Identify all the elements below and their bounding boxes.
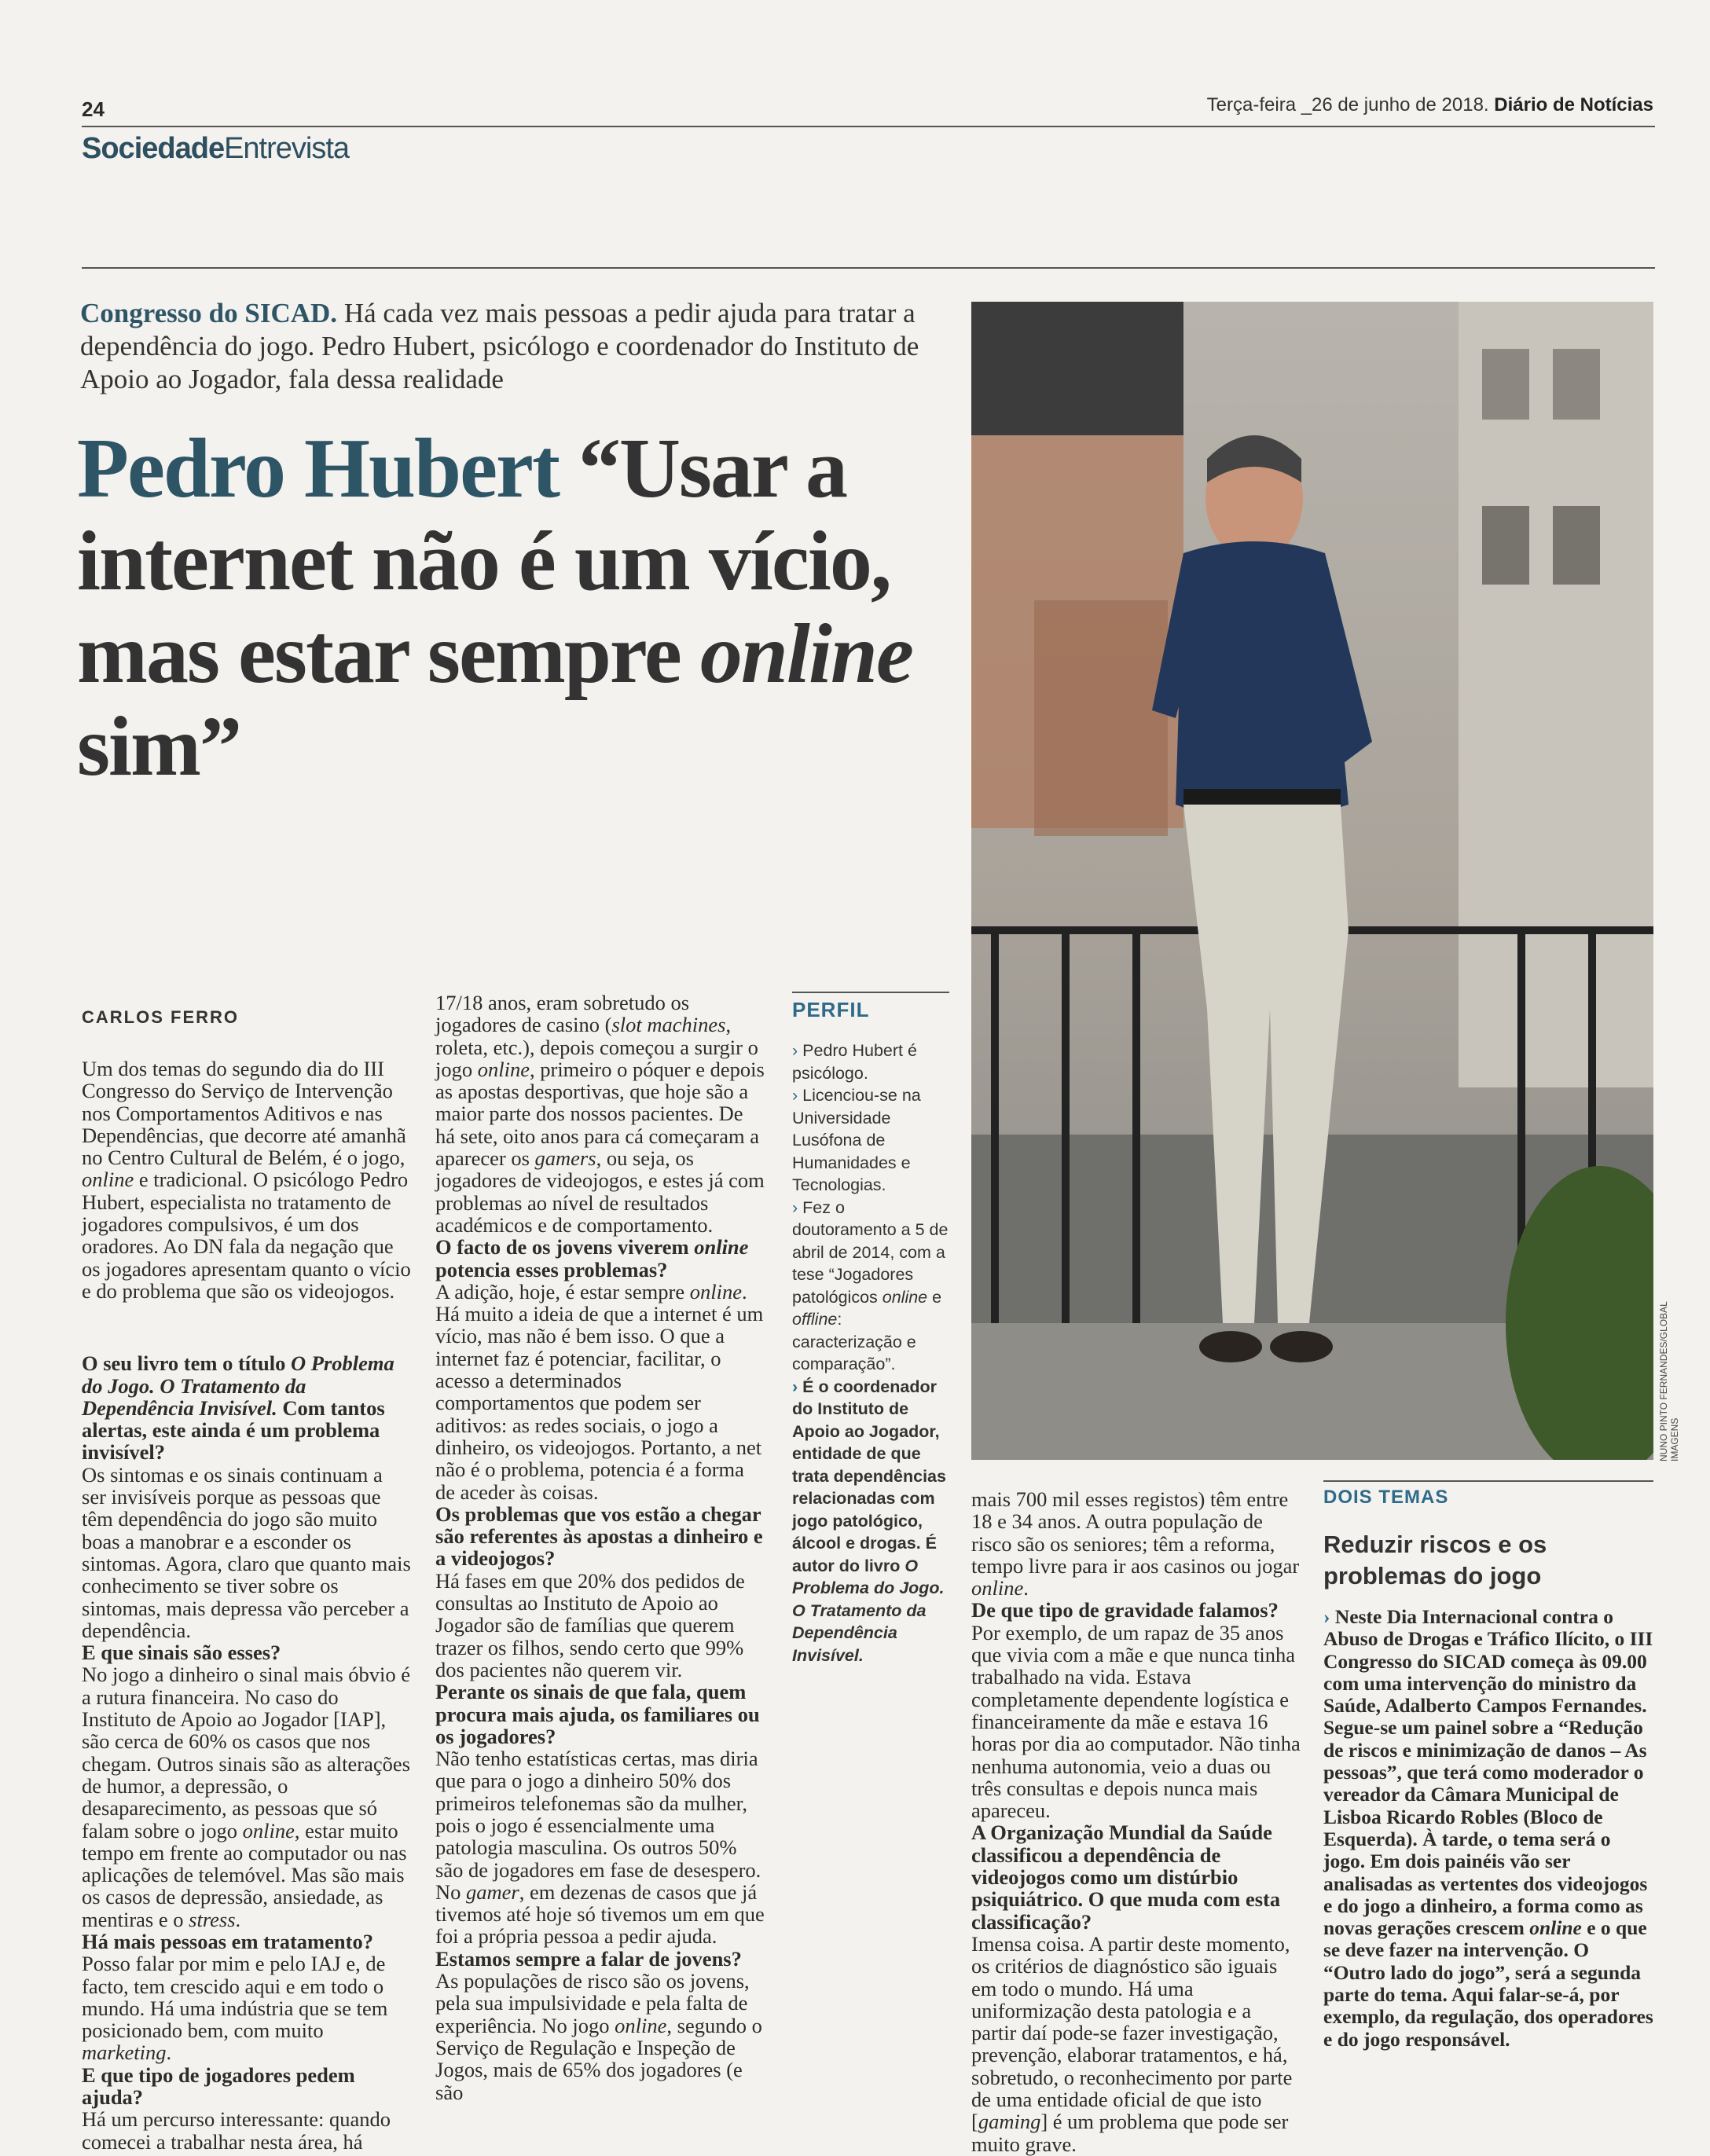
- section-name: Sociedade: [82, 132, 225, 165]
- question: E que tipo de jogadores pedem ajuda?: [82, 2062, 355, 2110]
- dois-temas-body: Neste Dia Internacional contra o Abuso de Drogas e Tráfico Ilícito, o III Congresso do SICAD começa às 09.00 com uma intervenção do ministro da Saúde, Adalberto Campos Fernandes. Segue-se um painel sobre a “Redução de riscos e minimização de danos – As pessoas”, que terá como moderador o vereador da Câmara Municipal de Lisboa Ricardo Robles (Bloco de Esquerda). À tarde, o tema será o jogo. Em dois painéis vão ser analisadas as vertentes dos videojogos e do jogo a dinheiro, a forma como as novas gerações crescem: [1323, 1605, 1653, 1940]
- bullet-arrow-icon: ›: [792, 1377, 798, 1396]
- answer-text: mais 700 mil esses registos) têm entre 18 e 34 anos. A outra população de risco são os seniores; têm a reforma, tempo livre para ir aos casinos ou jogar: [971, 1487, 1300, 1578]
- lead-text: Um dos temas do segundo dia do III Congresso do Serviço de Intervenção nos Comportamentos Aditivos e nas Dependências, que decorre até amanhã no Centro Cultural de Belém, é o jogo,: [82, 1057, 406, 1170]
- standfirst-text: Há cada vez mais pessoas a pedir ajuda para tratar a dependência do jogo. Pedro Hubert, psicólogo e coordenador do Instituto de Apoio ao Jogador, fala dessa realidade: [80, 298, 919, 394]
- answer-italic: online: [477, 1057, 530, 1081]
- question: Os problemas que vos estão a chegar são referentes às apostas a dinheiro e a videojogos?: [435, 1502, 763, 1571]
- question-text: O seu livro tem o título: [82, 1351, 291, 1376]
- answer: [971, 1933, 1301, 2155]
- answer-text: , primeiro o póquer e depois as apostas desportivas, que hoje são a maior parte dos nossos pacientes. De há sete, oito anos para cá começaram a aparecer os: [435, 1057, 765, 1171]
- article-column-3: [971, 1488, 1301, 2155]
- answer-italic: slot machines: [611, 1013, 726, 1037]
- subsection-name: Entrevista: [224, 132, 350, 165]
- answer-italic: marketing: [82, 2040, 167, 2065]
- dois-temas-italic: online: [1529, 1916, 1582, 1940]
- standfirst: [80, 297, 960, 396]
- answer-text: .: [235, 1907, 241, 1931]
- issue-date: Terça-feira _26 de junho de 2018.: [1206, 94, 1489, 116]
- dois-temas-title: DOIS TEMAS: [1323, 1487, 1449, 1508]
- answer-text: 17/18 anos, eram sobretudo os jogadores de casino (: [435, 991, 690, 1037]
- question: Estamos sempre a falar de jovens?: [435, 1946, 742, 1971]
- headline-name: Pedro Hubert: [77, 422, 559, 515]
- dois-temas-heading: Reduzir riscos e os problemas do jogo: [1323, 1531, 1547, 1590]
- answer-italic: online: [689, 1279, 743, 1304]
- lead-text-end: e tradicional. O psicólogo Pedro Hubert, especialista no tratamento de jogadores compulsivos, é um dos oradores. Ao DN fala da negação que os jogadores apresentam quanto o vício e do problema que são os videojogos.: [82, 1168, 411, 1303]
- kicker: Congresso do SICAD.: [80, 298, 338, 328]
- answer-text: , estar muito tempo em frente ao computador ou nas aplicações de telemóvel. Mas são mais os casos de depressão, ansiedade, as mentiras e o: [82, 1818, 407, 1931]
- perfil-text: e: [927, 1287, 942, 1307]
- question: Há mais pessoas em tratamento?: [82, 1929, 373, 1953]
- page-number: 24: [82, 97, 105, 121]
- question: [435, 1236, 765, 1281]
- answer: Por exemplo, de um rapaz de 35 anos que vivia com a mãe e que nunca tinha trabalhado na vida. Estava completamente dependente logística e financeiramente da mãe e estava 16 horas por dia ao computador. Não tinha nenhuma autonomia, veio a duas ou três consultas e depois nunca mais apareceu.: [971, 1620, 1301, 1823]
- question-text-end: Com tantos alertas, este ainda é um problema invisível?: [82, 1395, 385, 1465]
- perfil-box: [792, 998, 949, 1666]
- answer-italic: gaming: [978, 2110, 1041, 2134]
- perfil-text: Fez o doutoramento a 5 de abril de 2014, com a tese “Jogadores patológicos: [792, 1197, 949, 1307]
- answer: Há um percurso interessante: quando comecei a trabalhar nesta área, há: [82, 2107, 391, 2154]
- dois-temas-text: [1323, 1606, 1653, 2051]
- question: Perante os sinais de que fala, quem procura mais ajuda, os familiares ou os jogadores?: [435, 1680, 760, 1748]
- dateline: [1207, 94, 1653, 116]
- photo-illustration: [971, 302, 1653, 1460]
- answer-italic: online: [971, 1576, 1024, 1600]
- bullet-arrow-icon: ›: [1323, 1605, 1330, 1628]
- bullet-arrow-icon: ›: [792, 1197, 798, 1217]
- answer-italic: online: [242, 1818, 295, 1842]
- headline-quote-italic: online: [699, 607, 912, 701]
- dois-temas-box: [1323, 1487, 1653, 2051]
- perfil-italic: offline: [792, 1310, 838, 1329]
- bullet-arrow-icon: ›: [792, 1086, 798, 1105]
- question-italic: online: [694, 1235, 749, 1260]
- answer: [435, 992, 765, 1236]
- answer-text: , em dezenas de casos que já tivemos até hoje só tivemos um em que foi a própria pessoa a pedir ajuda.: [435, 1879, 765, 1949]
- perfil-item: [792, 1197, 949, 1376]
- answer: Os sintomas e os sinais continuam a ser invisíveis porque as pessoas que têm dependência do jogo são muito boas a manobrar e a esconder os sintomas. Agora, claro que quanto mais conhecimento se tiver sobre os sintomas, mais depressa vão perceber a dependência.: [82, 1462, 411, 1642]
- headline: [77, 423, 989, 794]
- answer-text: No jogo a dinheiro o sinal mais óbvio é a rutura financeira. No caso do Instituto de Apoio ao Jogador [IAP], são cerca de 60% os casos que nos chegam. Outros sinais são as alterações de humor, a depressão, o desaparecimento, as pessoas que só falam sobre o jogo: [82, 1663, 411, 1842]
- headline-quote-end: sim”: [77, 700, 240, 794]
- answer-text: .: [166, 2040, 172, 2065]
- lead-italic: online: [82, 1168, 134, 1192]
- headline-quote: “Usar a internet não é um vício, mas estar sempre: [77, 422, 890, 701]
- publication-name: Diário de Notícias: [1494, 94, 1653, 116]
- perfil-item: [792, 1376, 949, 1667]
- perfil-rule: [792, 992, 949, 993]
- answer-text: As populações de risco são os jovens, pela sua impulsividade e pela falta de experiência. No jogo: [435, 1969, 750, 2037]
- article-column-2: [435, 992, 765, 2103]
- perfil-text: É o coordenador do Instituto de Apoio ao Jogador, entidade de que trata dependências relacionadas com jogo patológico, álcool e drogas. É autor do livro: [792, 1377, 946, 1575]
- answer-text: Não tenho estatísticas certas, mas diria que para o jogo a dinheiro 50% dos primeiros telefonemas são da mulher, pois o jogo é essencialmente uma patologia masculina. Os outros 50% são de jogadores em fase de desespero. No: [435, 1747, 761, 1904]
- answer-italic: stress: [189, 1907, 236, 1931]
- question: De que tipo de gravidade falamos?: [971, 1598, 1279, 1622]
- answer-text: Posso falar por mim e pelo IAJ e, de facto, tem crescido aqui e em todo o mundo. Há uma indústria que se tem posicionado bem, com muito: [82, 1952, 388, 2043]
- question-text: potencia esses problemas?: [435, 1257, 668, 1282]
- portrait-photo: [971, 302, 1653, 1460]
- dois-temas-rule: [1323, 1480, 1653, 1482]
- top-rule: [82, 267, 1655, 269]
- answer: [82, 1663, 412, 1930]
- answer: [435, 1970, 765, 2103]
- byline: CARLOS FERRO: [82, 1007, 239, 1027]
- article-column-1: [82, 1058, 412, 2153]
- answer: [435, 1281, 765, 1503]
- header-rule: [82, 126, 1655, 127]
- bullet-arrow-icon: ›: [792, 1041, 798, 1060]
- perfil-italic: online: [882, 1287, 928, 1307]
- answer-italic: gamers: [534, 1146, 596, 1171]
- answer: [435, 1747, 765, 1948]
- question: [82, 1352, 412, 1463]
- answer: Há fases em que 20% dos pedidos de consultas ao Instituto de Apoio ao Jogador são de famílias que querem trazer os filhos, sendo certo que 99% dos pacientes não querem vir.: [435, 1568, 745, 1681]
- lead-paragraph: [82, 1058, 412, 1302]
- answer-text: A adição, hoje, é estar sempre: [435, 1279, 690, 1304]
- answer-text: , segundo o Serviço de Regulação e Inspeção de Jogos, mais de 65% dos jogadores (e são: [435, 2013, 762, 2104]
- answer-text: .: [1023, 1576, 1029, 1600]
- section-label: [82, 132, 349, 166]
- dois-temas-body: e o que se deve fazer na intervenção. O “Outro lado do jogo”, será a segunda parte do tema. Aqui falar-se-á, por exemplo, da regulação, dos operadores e do jogo responsável.: [1323, 1916, 1653, 2051]
- answer: [971, 1488, 1301, 1599]
- question-text: O facto de os jovens viverem: [435, 1235, 695, 1260]
- answer: [82, 1952, 412, 2063]
- book-title: O Problema do Jogo. O Tratamento da Dependência Invisível.: [82, 1351, 394, 1420]
- answer-text: , roleta, etc.), depois começou a surgir o jogo: [435, 1013, 758, 1081]
- answer-text: , ou seja, os jogadores de videojogos, e estes já com problemas ao nível de resultados académicos e de comportamento.: [435, 1146, 765, 1237]
- question: E que sinais são esses?: [82, 1641, 281, 1665]
- perfil-text: Pedro Hubert é psicólogo.: [792, 1041, 917, 1083]
- question: A Organização Mundial da Saúde classificou a dependência de videojogos como um distúrbio psiquiátrico. O que muda com esta classificação?: [971, 1820, 1281, 1934]
- answer-italic: online: [615, 2013, 667, 2037]
- answer-text: ] é um problema que pode ser muito grave.: [971, 2110, 1289, 2156]
- answer-text: Imensa coisa. A partir deste momento, os critérios de diagnóstico são iguais em todo o mundo. Há uma uniformização desta patologia e a partir daí pode-se fazer investigação, prevenção, elaborar tratamentos, e há, sobretudo, o reconhecimento por parte de uma entidade oficial de que isto [: [971, 1931, 1293, 2134]
- perfil-text: : caracterização e comparação”.: [792, 1310, 916, 1373]
- perfil-item: [792, 1040, 949, 1084]
- answer-text: . Há muito a ideia de que a internet é um vício, mas não é bem isso. O que a internet faz é potenciar, facilitar, o acesso a determinados comportamentos que podem ser aditivos: as redes sociais, o jogo a dinheiro, os videojogos. Portanto, a net não é o problema, potencia é a forma de aceder às coisas.: [435, 1279, 764, 1504]
- answer-italic: gamer: [466, 1879, 519, 1904]
- perfil-text: Licenciou-se na Universidade Lusófona de Humanidades e Tecnologias.: [792, 1086, 921, 1194]
- photo-credit: NUNO PINTO FERNANDES/GLOBAL IMAGENS: [1658, 1301, 1680, 1461]
- perfil-item: [792, 1084, 949, 1197]
- perfil-title: PERFIL: [792, 998, 870, 1021]
- perfil-book-title: O Problema do Jogo. O Tratamento da Dependência Invisível.: [792, 1556, 945, 1665]
